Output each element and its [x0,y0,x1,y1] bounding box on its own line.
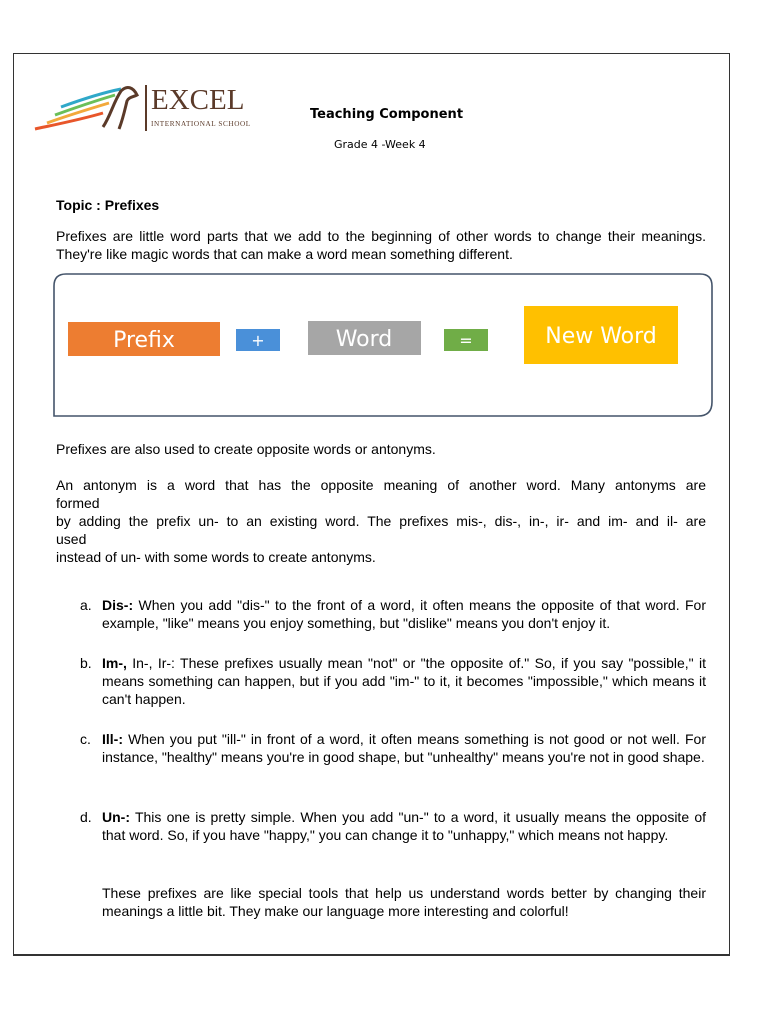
antonym-line: instead of un- with some words to create antonyms. [56,549,376,565]
antonym-line: by adding the prefix un- to an existing word. The prefixes mis-, dis-, in-, ir- and im- and il- are [56,513,706,529]
list-description: This one is pretty simple. When you add "un-" to a word, it usually means the opposite of that word. So, if you have "happy," you can change it to "unhappy," which means not happy. [102,809,706,843]
antonym-paragraph [56,476,706,566]
word-label: Word [335,327,393,352]
horse-logo-icon [35,88,137,129]
list-term: Dis-: [102,597,134,613]
list-marker: a. [80,597,92,613]
list-term: Ill-: [102,731,123,747]
school-logo [33,79,273,137]
list-item-text [102,596,706,632]
logo-name: EXCEL [151,84,245,116]
prefix-label: Prefix [113,328,175,353]
antonym-line: formed [56,495,100,511]
list-item-text [102,808,706,844]
list-marker: c. [80,731,91,747]
closing-text: These prefixes are like special tools that help us understand words better by changing their meanings a little bit. They make our language more interesting and colorful! [102,885,706,919]
list-description: When you put "ill-" in front of a word, it often means something is not good or not well. For instance, "healthy" means you're in good shape, but "unhealthy" means you're not in good shape. [102,731,706,765]
page-title: Teaching Component [310,107,464,122]
equals-sign: = [459,331,473,350]
list-term: Un-: [102,809,130,825]
plus-sign: + [251,331,265,350]
list-marker: b. [80,655,92,671]
list-description: When you add "dis-" to the front of a word, it often means the opposite of that word. For example, "like" means you enjoy something, but "dislike" means you don't enjoy it. [102,597,706,631]
grade-week: Grade 4 -Week 4 [334,138,426,151]
list-description: In-, Ir-: These prefixes usually mean "not" or "the opposite of." So, if you say "possible," it means something can happen, but if you add "im-" to it, it becomes "impossible," which means it can't happen. [102,655,706,707]
prefix-formula-diagram [52,272,714,420]
antonym-line: used [56,531,87,547]
list-marker: d. [80,809,92,825]
new-word-label: New Word [545,324,657,349]
list-item-text [102,730,706,766]
intro-paragraph: Prefixes are little word parts that we add to the beginning of other words to change their meanings. They're like magic words that can make a word mean something different. [56,228,706,262]
antonyms-sentence: Prefixes are also used to create opposite words or antonyms. [56,441,436,457]
antonym-line: An antonym is a word that has the opposite meaning of another word. Many antonyms are [56,477,706,493]
list-term: Im-, [102,655,127,671]
list-item-text [102,654,706,708]
topic-heading: Topic : Prefixes [56,197,160,213]
logo-tagline: INTERNATIONAL SCHOOL [151,120,251,128]
